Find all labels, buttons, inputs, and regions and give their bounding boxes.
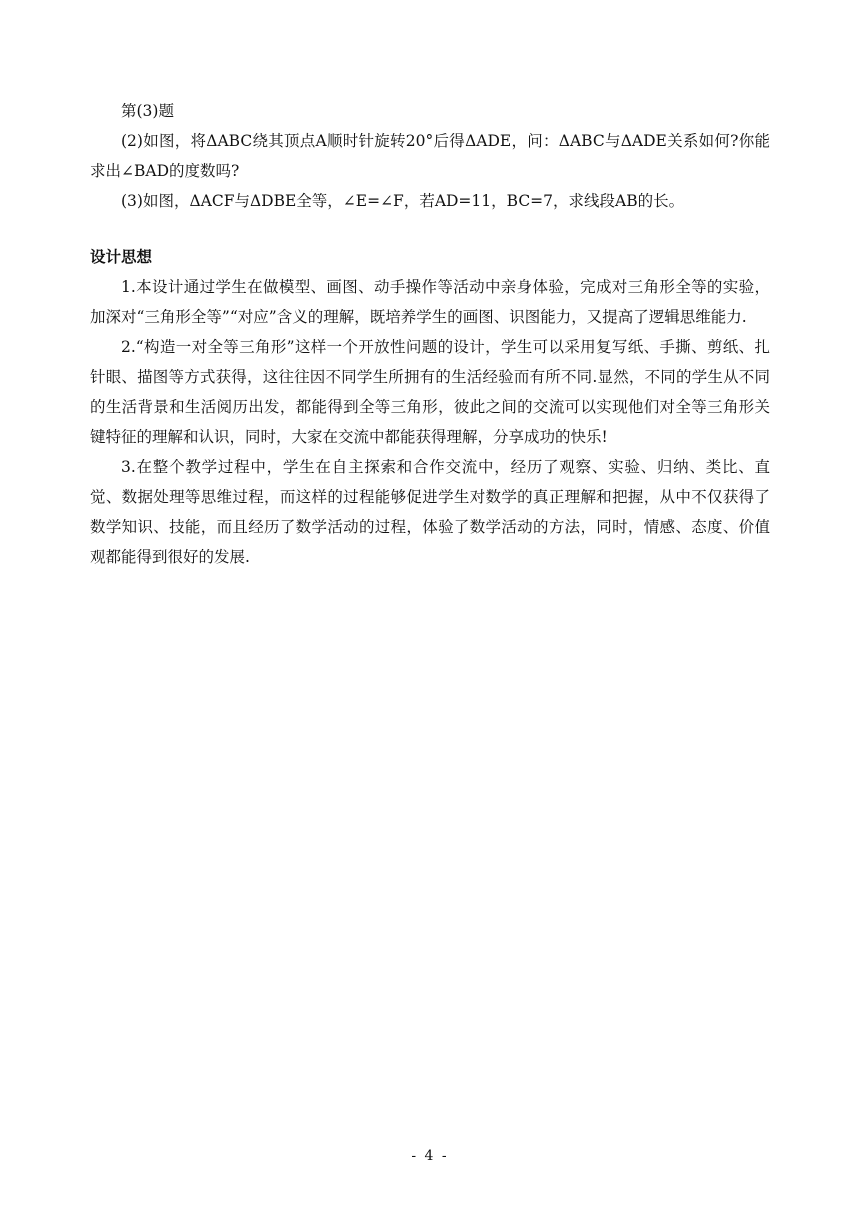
design-paragraph-1: 1.本设计通过学生在做模型、画图、动手操作等活动中亲身体验，完成对三角形全等的实验，加深对“三角形全等”“对应”含义的理解，既培养学生的画图、识图能力，又提高了逻辑思维能力.	[90, 278, 770, 326]
problem-label: 第(3)题	[121, 102, 174, 120]
page-number: - 4 -	[411, 1148, 449, 1164]
problem-2: (2)如图，将ΔABC绕其顶点A顺时针旋转20°后得ΔADE，问：ΔABC与ΔADE关系如何?你能求出∠BAD的度数吗?	[90, 132, 770, 180]
page-content	[90, 96, 770, 572]
section-title-design: 设计思想	[90, 248, 153, 266]
problem-3: (3)如图，ΔACF与ΔDBE全等，∠E=∠F，若AD=11，BC=7，求线段AB的长。	[121, 192, 685, 210]
design-paragraph-3: 3.在整个教学过程中，学生在自主探索和合作交流中，经历了观察、实验、归纳、类比、直觉、数据处理等思维过程，而这样的过程能够促进学生对数学的真正理解和把握，从中不仅获得了数学知识、技能，而且经历了数学活动的过程，体验了数学活动的方法，同时，情感、态度、价值观都能得到很好的发展.	[90, 458, 770, 566]
design-paragraph-2: 2.“构造一对全等三角形”这样一个开放性问题的设计，学生可以采用复写纸、手撕、剪纸、扎针眼、描图等方式获得，这往往因不同学生所拥有的生活经验而有所不同.显然，不同的学生从不同的生活背景和生活阅历出发，都能得到全等三角形，彼此之间的交流可以实现他们对全等三角形关键特征的理解和认识，同时，大家在交流中都能获得理解，分享成功的快乐!	[90, 338, 770, 446]
